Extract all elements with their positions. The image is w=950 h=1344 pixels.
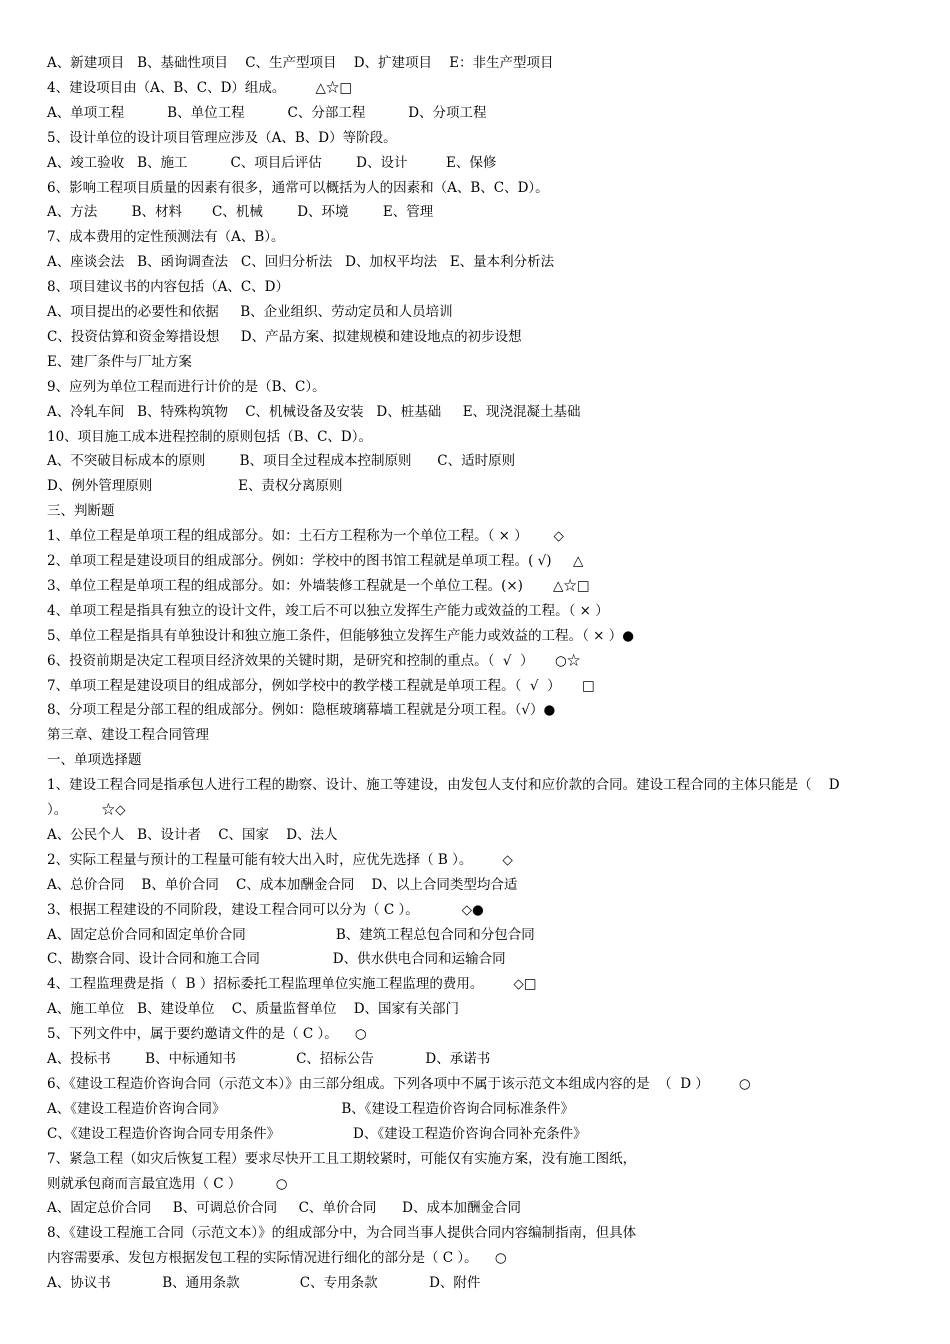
text-line: A、座谈会法 B、函询调查法 C、回归分析法 D、加权平均法 E、量本利分析法 (47, 254, 555, 271)
text-line: 4、建设项目由（A、B、C、D）组成。 △☆□ (47, 79, 353, 96)
text-line: A、投标书 B、中标通知书 C、招标公告 D、承诺书 (47, 1051, 491, 1067)
text-line: A、《建设工程造价咨询合同》 B、《建设工程造价咨询合同标准条件》 (47, 1100, 575, 1117)
text-line: 7、单项工程是建设项目的组成部分，例如学校中的教学楼工程就是单项工程。（ √ ） □ (47, 677, 595, 694)
text-line: 则就承包商而言最宜选用（ C ） ○ (47, 1175, 288, 1192)
text-line: 7、成本费用的定性预测法有（A、B）。 (47, 229, 285, 246)
text-line: A、协议书 B、通用条款 C、专用条款 D、附件 (47, 1275, 481, 1292)
text-line: 3、单位工程是单项工程的组成部分。如：外墙装修工程就是一个单位工程。(×) △☆□ (47, 577, 590, 594)
text-line: 5、单位工程是指具有单独设计和独立施工条件，但能够独立发挥生产能力或效益的工程。（ × ）● (47, 627, 635, 644)
text-line: 第三章、建设工程合同管理 (47, 727, 209, 744)
text-line: C、《建设工程造价咨询合同专用条件》 D、《建设工程造价咨询合同补充条件》 (47, 1125, 587, 1142)
text-line: ）。 ☆◇ (47, 802, 126, 818)
text-line: 4、工程监理费是指（ B ）招标委托工程监理单位实施工程监理的费用。 ◇□ (47, 976, 537, 993)
text-line: A、单项工程 B、单位工程 C、分部工程 D、分项工程 (47, 104, 487, 121)
text-line: A、不突破目标成本的原则 B、项目全过程成本控制原则 C、适时原则 (47, 453, 516, 470)
text-line: A、总价合同 B、单价合同 C、成本加酬金合同 D、以上合同类型均合适 (47, 876, 518, 893)
text-line: 6、投资前期是决定工程项目经济效果的关键时期，是研究和控制的重点。（ √ ） ○☆ (47, 652, 581, 669)
text-line: 10、项目施工成本进程控制的原则包括（B、C、D）。 (47, 428, 373, 445)
text-line: 8、《建设工程施工合同（示范文本）》的组成部分中，为合同当事人提供合同内容编制指南，但具体 (47, 1225, 637, 1242)
text-line: A、施工单位 B、建设单位 C、质量监督单位 D、国家有关部门 (47, 1001, 460, 1018)
text-line: E、建厂条件与厂址方案 (47, 353, 192, 370)
text-line: A、固定总价合同 B、可调总价合同 C、单价合同 D、成本加酬金合同 (47, 1200, 521, 1217)
text-line: D、例外管理原则 E、责权分离原则 (47, 478, 343, 495)
text-line: 一、单项选择题 (47, 752, 142, 769)
text-line: 9、应列为单位工程而进行计价的是（B、C）。 (47, 378, 326, 395)
text-line: A、竣工验收 B、施工 C、项目后评估 D、设计 E、保修 (47, 154, 497, 171)
text-line: 1、建设工程合同是指承包人进行工程的勘察、设计、施工等建设，由发包人支付和应价款的合同。建设工程合同的主体只能是（ D (47, 777, 840, 794)
text-line: 6、影响工程项目质量的因素有很多，通常可以概括为人的因素和（A、B、C、D）。 (47, 179, 549, 196)
text-line: A、固定总价合同和固定单价合同 B、建筑工程总包合同和分包合同 (47, 926, 535, 943)
text-line: 8、项目建议书的内容包括（A、C、D） (47, 279, 289, 296)
text-line: C、勘察合同、设计合同和施工合同 D、供水供电合同和运输合同 (47, 951, 506, 968)
text-line: 3、根据工程建设的不同阶段，建设工程合同可以分为（ C ）。 ◇● (47, 901, 484, 918)
text-line: 5、下列文件中，属于要约邀请文件的是（ C ）。 ○ (47, 1026, 367, 1043)
text-line: 4、单项工程是指具有独立的设计文件，竣工后不可以独立发挥生产能力或效益的工程。（ × ） (47, 602, 609, 619)
text-line: A、方法 B、材料 C、机械 D、环境 E、管理 (47, 204, 434, 221)
text-line: 2、实际工程量与预计的工程量可能有较大出入时，应优先选择（ B ）。 ◇ (47, 851, 513, 868)
text-line: 5、设计单位的设计项目管理应涉及（A、B、D）等阶段。 (47, 129, 397, 146)
text-line: 7、紧急工程（如灾后恢复工程）要求尽快开工且工期较紧时，可能仅有实施方案，没有施工图纸， (47, 1150, 637, 1167)
text-line: 三、判断题 (47, 503, 115, 520)
text-line: A、公民个人 B、设计者 C、国家 D、法人 (47, 826, 338, 843)
text-line: 2、单项工程是建设项目的组成部分。例如：学校中的图书馆工程就是单项工程。( √) △ (47, 553, 584, 569)
text-line: 6、《建设工程造价咨询合同（示范文本）》由三部分组成。下列各项中不属于该示范文本组成内容的是 （ D ） ○ (47, 1075, 751, 1092)
text-line: 内容需要承、发包方根据发包工程的实际情况进行细化的部分是（ C ）。 ○ (47, 1250, 507, 1267)
text-line: 8、分项工程是分部工程的组成部分。例如：隐框玻璃幕墙工程就是分项工程。（√）● (47, 702, 556, 719)
text-line: A、新建项目 B、基础性项目 C、生产型项目 D、扩建项目 E：非生产型项目 (47, 55, 554, 71)
text-line: C、投资估算和资金筹措设想 D、产品方案、拟建规模和建设地点的初步设想 (47, 328, 522, 345)
text-line: 1、单位工程是单项工程的组成部分。如：土石方工程称为一个单位工程。（ × ） ◇ (47, 528, 564, 545)
text-line: A、冷轧车间 B、特殊构筑物 C、机械设备及安装 D、桩基础 E、现浇混凝土基础 (47, 403, 581, 420)
text-line: A、项目提出的必要性和依据 B、企业组织、劳动定员和人员培训 (47, 304, 453, 320)
